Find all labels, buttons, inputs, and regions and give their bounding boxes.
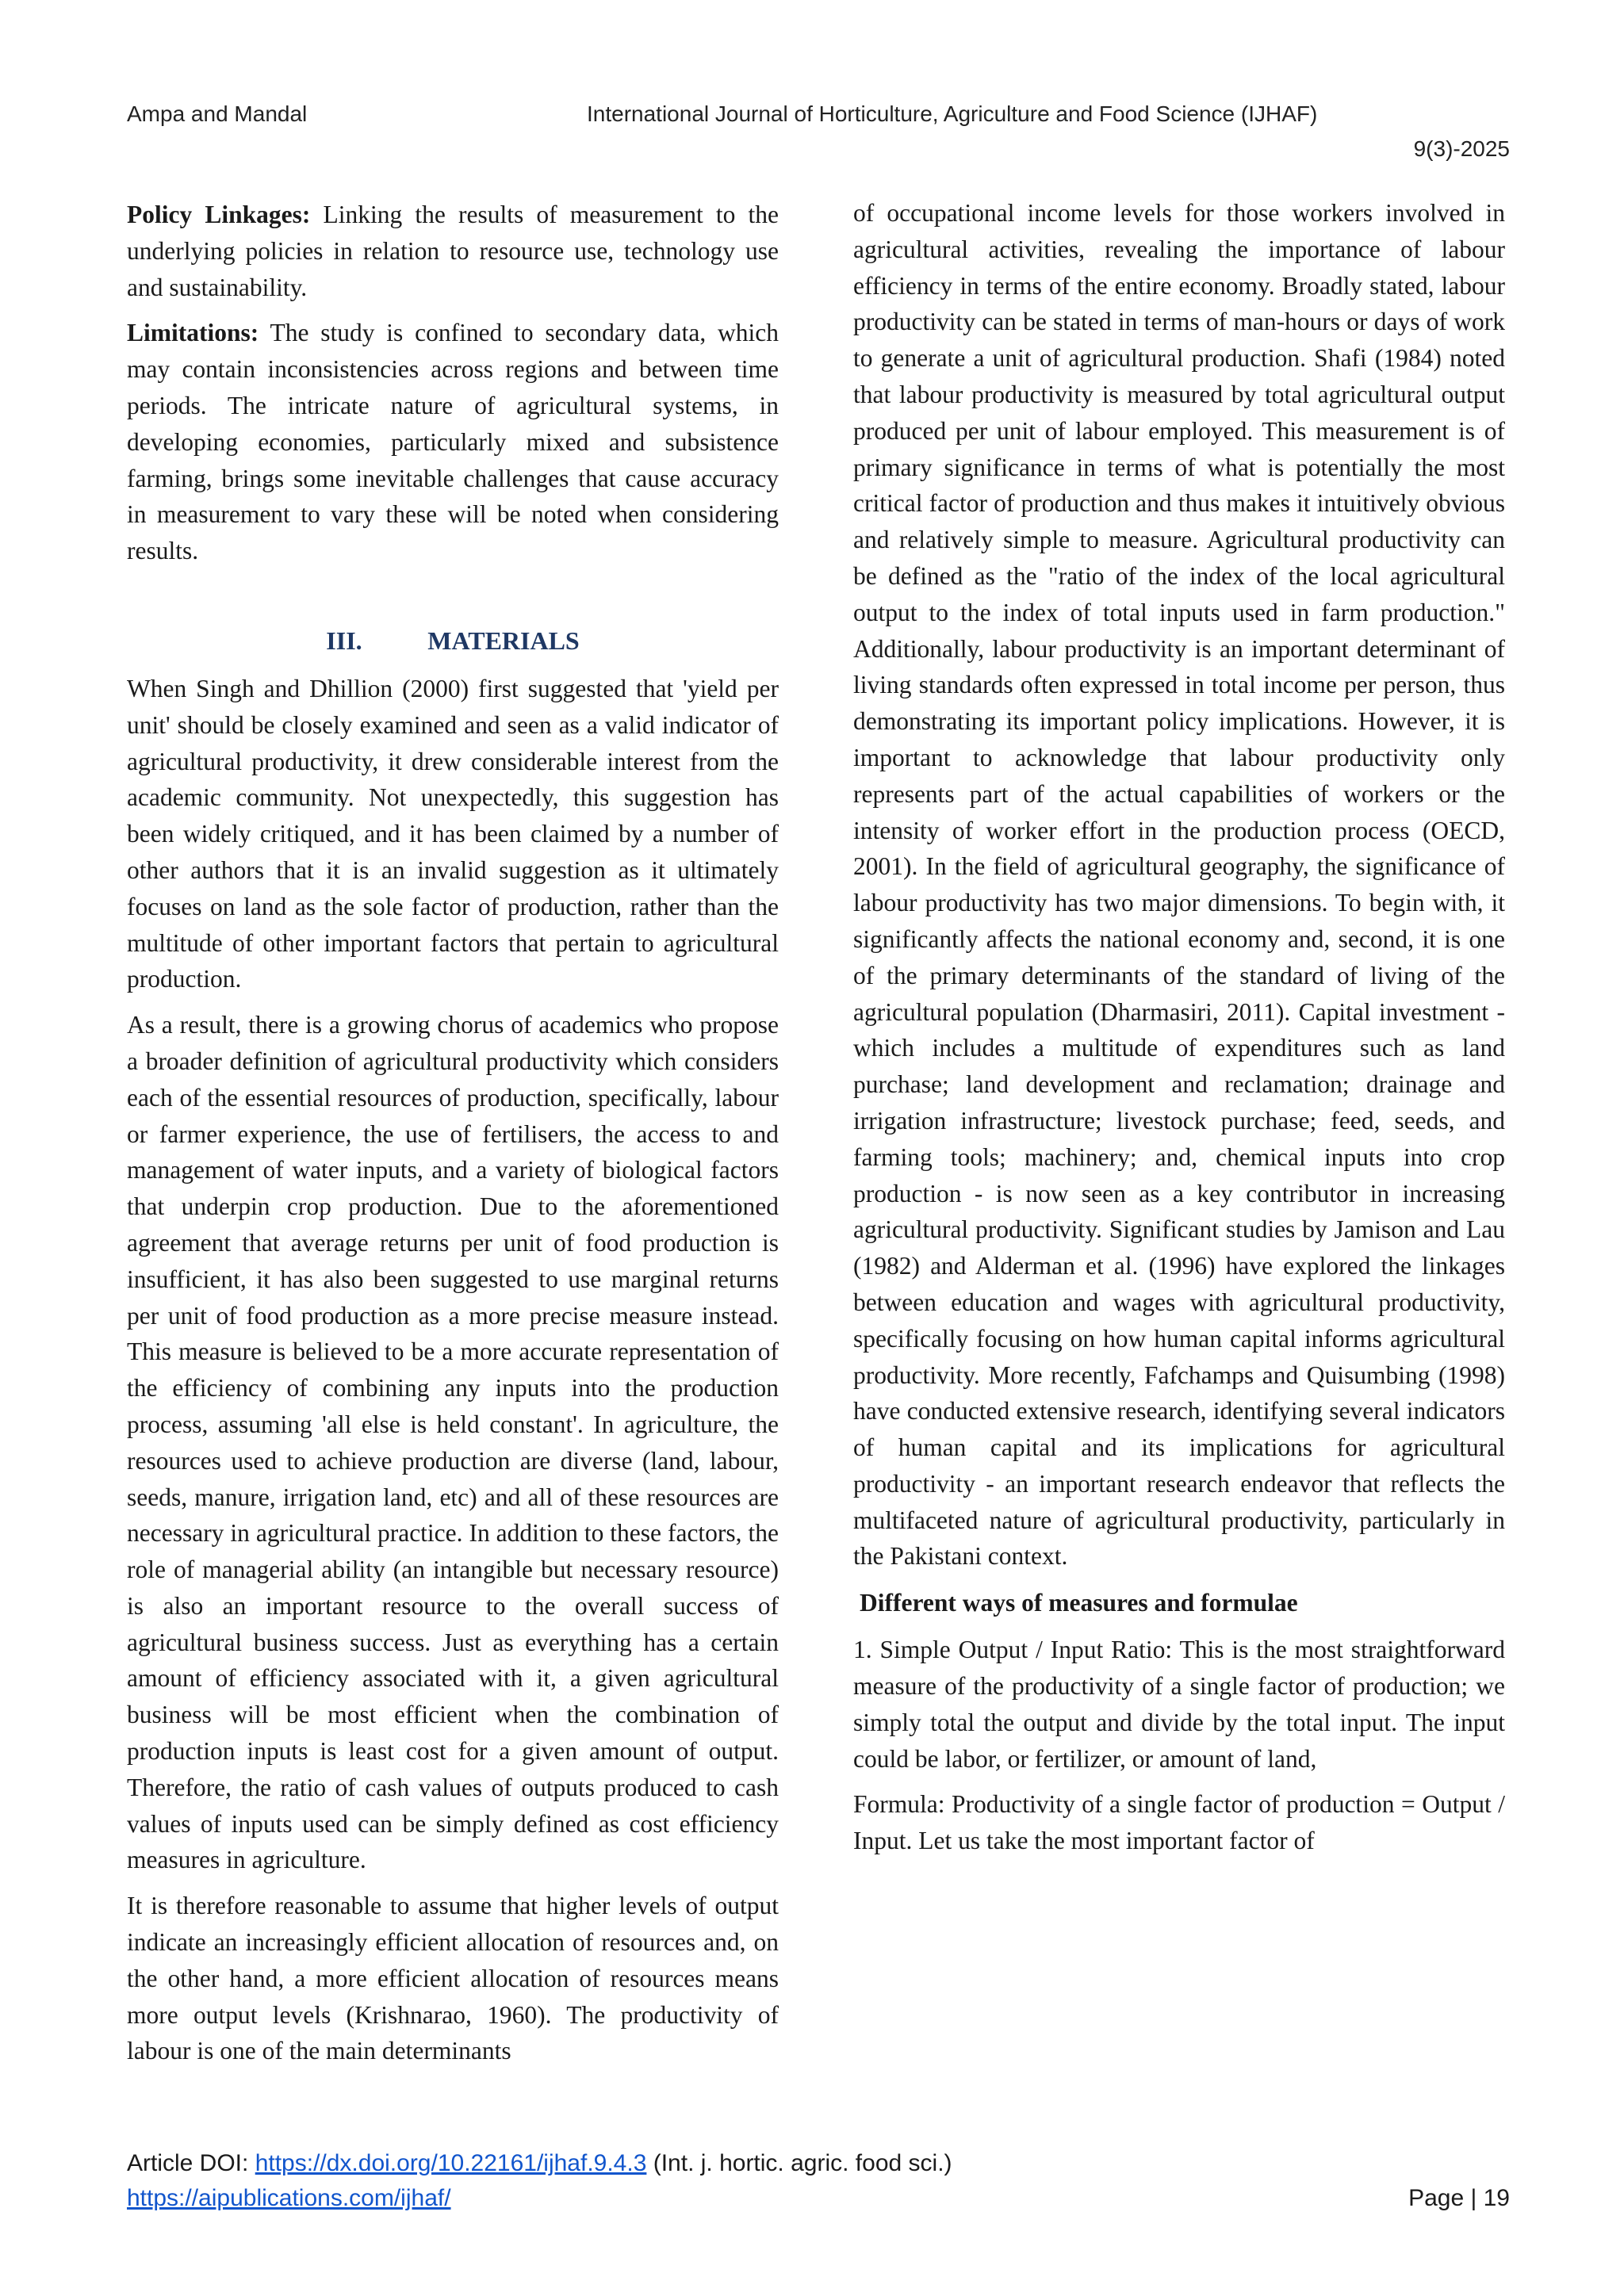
running-header-issue: 9(3)-2025: [1413, 136, 1510, 161]
section-number: III.: [326, 626, 362, 655]
limitations-paragraph: [127, 315, 779, 569]
journal-site-link[interactable]: https://aipublications.com/ijhaf/: [127, 2185, 451, 2211]
doi-label: Article DOI:: [127, 2150, 255, 2176]
doi-link[interactable]: https://dx.doi.org/10.22161/ijhaf.9.4.3: [255, 2150, 647, 2176]
simple-ratio-paragraph: 1. Simple Output / Input Ratio: This is the most straightforward measure of the productivity of a single factor of production; we simply total the output and divide by the total input. The input could be labor, or fertilizer, or amount of land,: [853, 1636, 1505, 1773]
running-header-authors: Ampa and Mandal: [127, 101, 308, 126]
materials-paragraph-1: When Singh and Dhillion (2000) first suggested that 'yield per unit' should be closely examined and seen as a valid indicator of agricultural productivity, it drew considerable interest from the academic community. Not unexpectedly, this suggestion has been widely critiqued, and it has been claimed by a number of other authors that it is an invalid suggestion as it ultimately focuses on land as the sole factor of production, rather than the multitude of other important factors that pertain to agricultural production.: [127, 674, 779, 993]
policy-linkages-paragraph: [127, 197, 779, 305]
page-number: Page | 19: [1408, 2185, 1510, 2211]
doi-suffix: (Int. j. hortic. agric. food sci.): [646, 2150, 952, 2176]
labour-productivity-paragraph: of occupational income levels for those workers involved in agricultural activities, revealing the importance of labour efficiency in terms of the entire economy. Broadly stated, labour productivity can be stated in terms of man-hours or days of work to generate a unit of agricultural production. Shafi (1984) noted that labour productivity is measured by total agricultural output produced per unit of labour employed. This measurement is of primary significance in terms of what is potentially the most critical factor of production and thus makes it intuitively obvious and relatively simple to measure. Agricultural productivity can be defined as the "ratio of the index of the local agricultural output to the index of total inputs used in farm production." Additionally, labour productivity is an important determinant of living standards often expressed in total income per person, thus demonstrating its important policy implications. However, it is important to acknowledge that labour productivity only represents part of the actual capabilities of workers or the intensity of worker effort in the production process (OECD, 2001). In the field of agricultural geography, the significance of labour productivity has two major dimensions. To begin with, it significantly affects the national economy and, second, it is one of the primary determinants of the standard of living of the agricultural population (Dharmasiri, 2011). Capital investment - which includes a multitude of expenditures such as land purchase; land development and reclamation; drainage and irrigation infrastructure; livestock purchase; feed, seeds, and farming tools; machinery; and, chemical inputs into crop production - is now seen as a key contributor in increasing agricultural productivity. Significant studies by Jamison and Lau (1982) and Alderman et al. (1996) have explored the linkages between education and wages with agricultural productivity, specifically focusing on how human capital informs agricultural productivity. More recently, Fafchamps and Quisumbing (1998) have conducted extensive research, identifying several indicators of human capital and its implications for agricultural productivity - an important research endeavor that reflects the multifaceted nature of agricultural productivity, particularly in the Pakistani context.: [853, 199, 1505, 1571]
section-title: MATERIALS: [427, 626, 580, 655]
right-column: [853, 195, 1505, 1869]
policy-linkages-text: Linking the results of measurement to the underlying policies in relation to resource use, technology use and sustainability.: [127, 201, 779, 301]
running-header-journal: International Journal of Horticulture, Agriculture and Food Science (IJHAF): [587, 101, 1318, 126]
footer-doi: [127, 2150, 952, 2177]
materials-paragraph-2: As a result, there is a growing chorus of academics who propose a broader definition of agricultural productivity which considers each of the essential resources of production, specifically, labour or farmer experience, the use of fertilisers, the access to and management of water inputs, and a variety of biological factors that underpin crop production. Due to the aforementioned agreement that average returns per unit of food production is insufficient, it has also been suggested to use marginal returns per unit of food production as a more precise measure instead. This measure is believed to be a more accurate representation of the efficiency of combining any inputs into the production process, assuming 'all else is held constant'. In agriculture, the resources used to achieve production are diverse (land, labour, seeds, manure, irrigation land, etc) and all of these resources are necessary in agricultural practice. In addition to these factors, the role of managerial ability (an intangible but necessary resource) is also an important resource to the overall success of agricultural business success. Just as everything has a certain amount of efficiency associated with it, a given agricultural business will be most efficient when the combination of production inputs is least cost for a given amount of output. Therefore, the ratio of cash values of outputs produced to cash values of inputs used can be simply defined as cost efficiency measures in agriculture.: [127, 1011, 779, 1874]
section-heading: [127, 623, 779, 658]
left-column: [127, 197, 779, 2079]
formula-paragraph: Formula: Productivity of a single factor of production = Output / Input. Let us take the most important factor of: [853, 1790, 1505, 1855]
subheading-measures: Different ways of measures and formulae: [860, 1589, 1298, 1617]
limitations-text: The study is confined to secondary data, which may contain inconsistencies across regions and between time periods. The intricate nature of agricultural systems, in developing economies, particularly mixed and subsistence farming, brings some inevitable challenges that cause accuracy in measurement to vary these will be noted when considering results.: [127, 319, 779, 565]
policy-linkages-label: Policy Linkages:: [127, 201, 311, 228]
materials-paragraph-3: It is therefore reasonable to assume that higher levels of output indicate an increasingly efficient allocation of resources and, on the other hand, a more efficient allocation of resources means more output levels (Krishnarao, 1960). The productivity of labour is one of the main determinants: [127, 1892, 779, 2065]
limitations-label: Limitations:: [127, 319, 259, 347]
